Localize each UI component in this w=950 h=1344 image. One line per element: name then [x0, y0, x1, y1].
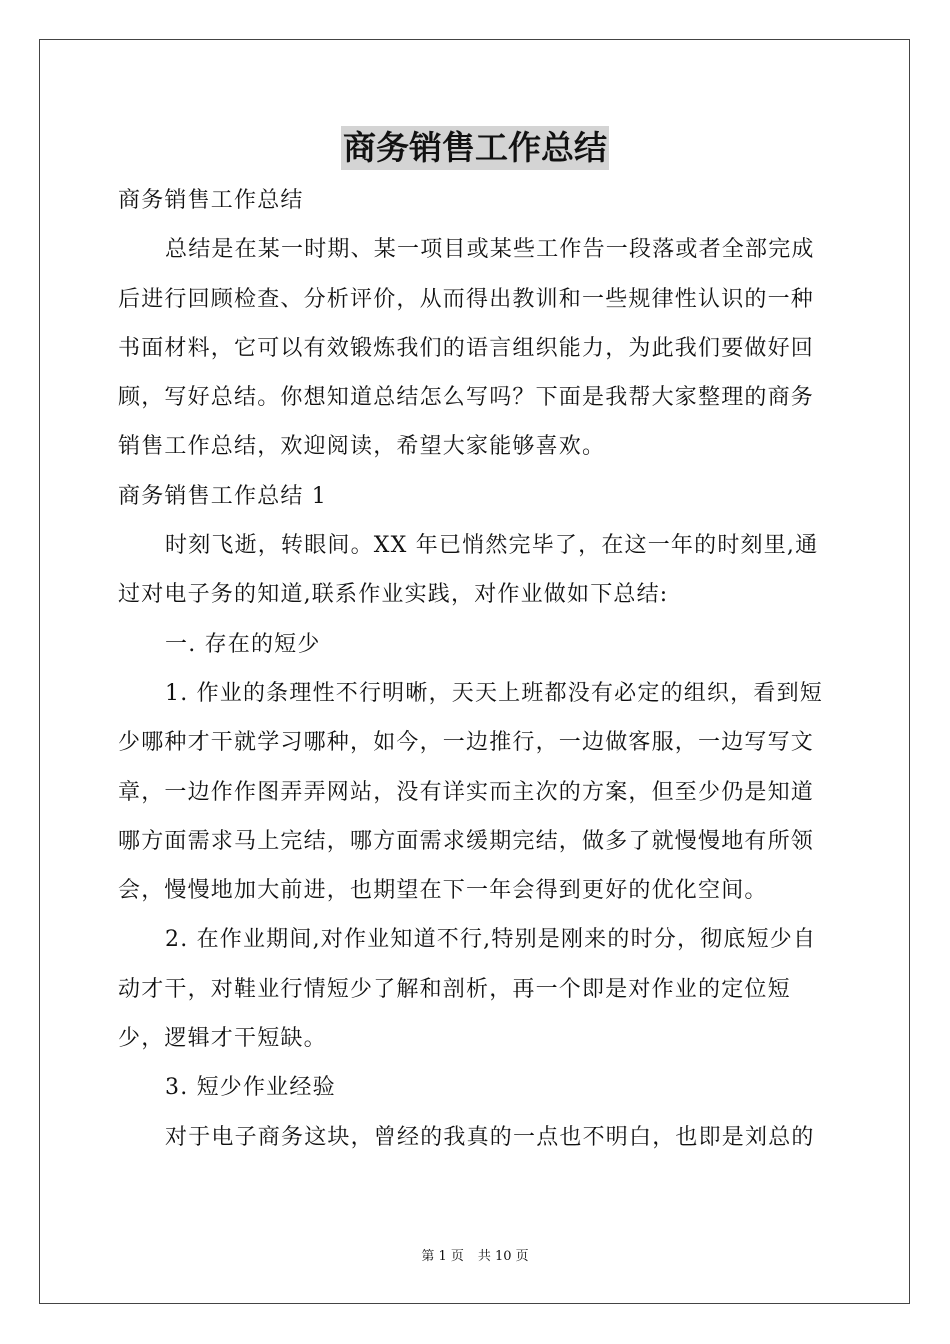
- list-item-2: 2. 在作业期间,对作业知道不行,特别是刚来的时分，彻底短少自动才干，对鞋业行情短少了解和剖析，再一个即是对作业的定位短少，逻辑才干短缺。: [118, 927, 817, 1052]
- section-heading: 商务销售工作总结 1: [118, 483, 327, 509]
- list-item-1: 1. 作业的条理性不行明晰，天天上班都没有必定的组织，看到短少哪种才干就学习哪种，如今，一边推行，一边做客服，一边写写文章，一边作作图弄弄网站，没有详实而主次的方案，但至少仍是知道哪方面需求马上完结，哪方面需求缓期完结，做多了就慢慢地有所领会，慢慢地加大前进，也期望在下一年会得到更好的优化空间。: [118, 680, 823, 904]
- paragraph-1: 时刻飞逝，转眼间。XX 年已悄然完毕了，在这一年的时刻里,通过对电子务的知道,联系作业实践，对作业做如下总结:: [118, 533, 819, 608]
- page-total: 共 10 页: [477, 1249, 529, 1264]
- document-subtitle: 商务销售工作总结: [118, 188, 304, 213]
- title-container: [0, 126, 950, 170]
- paragraph-last: 对于电子商务这块，曾经的我真的一点也不明白，也即是刘总的: [165, 1124, 815, 1150]
- document-body: [118, 176, 834, 1162]
- page-number: 第 1 页: [421, 1249, 464, 1264]
- list-item-3: 3. 短少作业经验: [165, 1075, 336, 1101]
- page-footer: [0, 1248, 950, 1266]
- document-title: 商务销售工作总结: [341, 126, 609, 170]
- intro-paragraph: 总结是在某一时期、某一项目或某些工作告一段落或者全部完成后进行回顾检查、分析评价，从而得出教训和一些规律性认识的一种书面材料，它可以有效锻炼我们的语言组织能力，为此我们要做好回顾，写好总结。你想知道总结怎么写吗？下面是我帮大家整理的商务销售工作总结，欢迎阅读，希望大家能够喜欢。: [118, 237, 815, 460]
- point-heading: 一. 存在的短少: [165, 631, 321, 657]
